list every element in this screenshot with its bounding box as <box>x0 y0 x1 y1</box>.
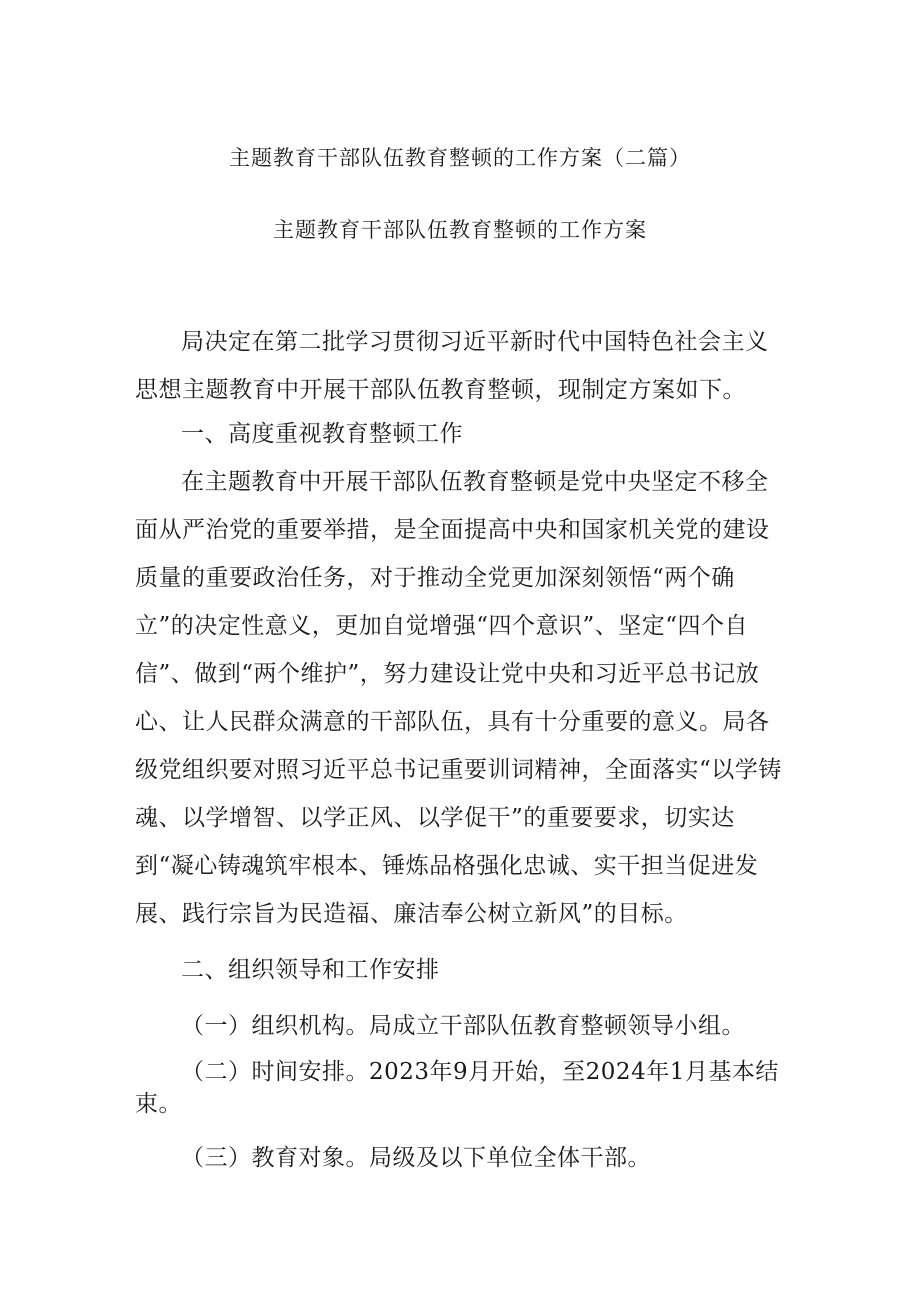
section-2-heading: 二、组织领导和工作安排 <box>181 957 440 983</box>
item-schedule: （二）时间安排。2023年9月开始，至2024年1月基本结束。 <box>135 1059 779 1117</box>
section-1-heading: 一、高度重视教育整顿工作 <box>181 421 463 447</box>
item-organization: （一）组织机构。局成立干部队伍教育整顿领导小组。 <box>181 1013 745 1039</box>
document-subtitle: 主题教育干部队伍教育整顿的工作方案 <box>273 218 647 242</box>
item-audience: （三）教育对象。局级及以下单位全体干部。 <box>181 1145 651 1171</box>
section-1-body: 在主题教育中开展干部队伍教育整顿是党中央坚定不移全面从严治党的重要举措，是全面提高中央和国家机关党的建设质量的重要政治任务，对于推动全党更加深刻领悟“两个确立”的决定性意义，更加自觉增强“四个意识”、坚定“四个自信”、做到“两个维护”，努力建设让党中央和习近平总书记放心、让人民群众满意的干部队伍，具有十分重要的意义。局各级党组织要对照习近平总书记重要训词精神，全面落实“以学铸魂、以学增智、以学正风、以学促干”的重要要求，切实达到“凝心铸魂筑牢根本、锤炼品格强化忠诚、实干担当促进发展、践行宗旨为民造福、廉洁奉公树立新风”的目标。 <box>135 469 782 927</box>
document-title: 主题教育干部队伍教育整顿的工作方案（二篇） <box>229 146 691 170</box>
intro-paragraph: 局决定在第二批学习贯彻习近平新时代中国特色社会主义思想主题教育中开展干部队伍教育整顿，现制定方案如下。 <box>135 329 769 403</box>
